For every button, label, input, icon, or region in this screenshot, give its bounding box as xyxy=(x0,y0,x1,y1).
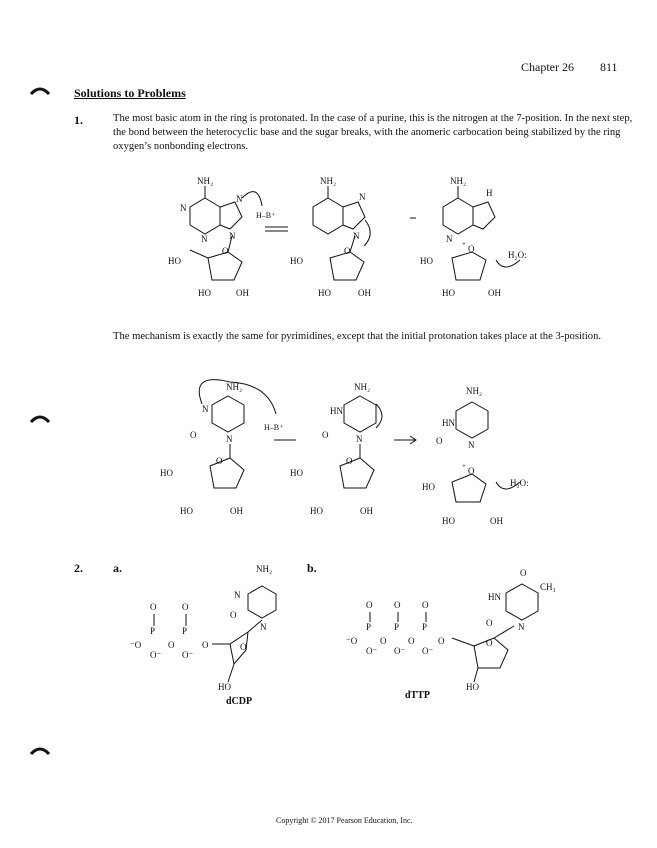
phosphate-oxyanion: O⁻ xyxy=(394,646,406,656)
ring-nitrogen: N xyxy=(260,622,267,632)
acid-label: H–B⁺ xyxy=(256,211,276,220)
hydroxyl-label: HO xyxy=(422,482,435,492)
acid-label: H–B⁺ xyxy=(264,423,284,432)
dcdp-label: dCDP xyxy=(226,696,253,707)
ring-nitrogen-h: HN xyxy=(488,592,501,602)
hydroxyl-label: OH xyxy=(360,506,373,516)
ring-oxygen: O xyxy=(344,246,351,256)
ring-oxygen: O xyxy=(468,466,475,476)
part-a-label: a. xyxy=(113,561,122,575)
phosphate-oxyanion: ⁻O xyxy=(130,640,142,650)
ring-nitrogen: N xyxy=(353,231,360,241)
ring-nitrogen: N xyxy=(356,434,363,444)
carbonyl-oxygen: O xyxy=(436,436,443,446)
phosphoryl-oxygen: O xyxy=(422,600,429,610)
phosphate-oxyanion: O⁻ xyxy=(150,650,162,660)
hydroxyl-label: HO xyxy=(420,256,433,266)
hydroxyl-label: OH xyxy=(230,506,243,516)
problem1-paragraph: The most basic atom in the ring is protonated. In the case of a purine, this is the nitrogen at the 7-position. In the next step, the bond between the heterocyclic base and the sugar breaks, with the anomeric carbocation being stabilized by the ring oxygen’s nonbonding electrons. xyxy=(113,113,633,152)
amine-label: NH₂ xyxy=(466,386,483,396)
bridging-oxygen: O xyxy=(168,640,175,650)
phosphorus: P xyxy=(422,622,428,632)
phosphoryl-oxygen: O xyxy=(150,602,157,612)
hydroxyl-label: HO xyxy=(290,256,303,266)
hydroxyl-label: OH xyxy=(490,516,503,526)
oxonium-charge: + xyxy=(462,240,466,248)
ring-nitrogen: N xyxy=(226,434,233,444)
ring-nitrogen: N xyxy=(518,622,525,632)
amine-label: NH₂ xyxy=(197,176,214,186)
ring-nitrogen: N xyxy=(201,234,208,244)
ring-nitrogen: N xyxy=(446,234,453,244)
hydroxyl-label: HO xyxy=(168,256,181,266)
ring-oxygen: O xyxy=(216,456,223,466)
hydroxyl-label: HO xyxy=(198,288,211,298)
hydroxyl-label: HO xyxy=(160,468,173,478)
amine-label: NH₂ xyxy=(354,382,371,392)
hydroxyl-label: OH xyxy=(236,288,249,298)
ring-nitrogen-protonated: HN xyxy=(442,418,455,428)
purine-mechanism-scheme xyxy=(150,170,570,310)
dcdp-structure xyxy=(130,558,310,708)
ring-oxygen: O xyxy=(240,642,247,652)
phosphate-oxyanion: O⁻ xyxy=(366,646,378,656)
binder-hole-mark xyxy=(30,746,50,756)
chapter-label: Chapter 26 xyxy=(521,60,574,74)
hydroxyl-label: HO xyxy=(290,468,303,478)
hydroxyl-label: OH xyxy=(488,288,501,298)
amine-label: NH₂ xyxy=(450,176,467,186)
dttp-label: dTTP xyxy=(405,690,431,701)
bridging-oxygen: O xyxy=(380,636,387,646)
phosphoryl-oxygen: O xyxy=(394,600,401,610)
pyrimidine-mechanism-scheme xyxy=(150,378,570,528)
ring-nitrogen: N xyxy=(202,404,209,414)
problem-number: 1. xyxy=(74,113,83,127)
amine-label: NH₂ xyxy=(256,564,273,574)
phosphorus: P xyxy=(182,626,188,636)
phosphorus: P xyxy=(366,622,372,632)
ring-nitrogen-protonated: HN xyxy=(330,406,343,416)
hydroxyl-label: HO xyxy=(318,288,331,298)
page-number: 811 xyxy=(600,60,618,74)
water-label: H₂O: xyxy=(510,478,529,488)
phosphoryl-oxygen: O xyxy=(366,600,373,610)
carbonyl-oxygen: O xyxy=(230,610,237,620)
hydroxyl-label: HO xyxy=(442,288,455,298)
phosphoryl-oxygen: O xyxy=(182,602,189,612)
phosphorus: P xyxy=(150,626,156,636)
ring-oxygen: O xyxy=(486,638,493,648)
section-title: Solutions to Problems xyxy=(74,86,186,100)
hydroxyl-label: OH xyxy=(358,288,371,298)
ring-oxygen: O xyxy=(222,246,229,256)
hydroxyl-label: HO xyxy=(442,516,455,526)
hydroxyl-label: HO xyxy=(466,682,479,692)
binder-hole-mark xyxy=(30,414,50,424)
ring-oxygen: O xyxy=(346,456,353,466)
carbonyl-oxygen: O xyxy=(520,568,527,578)
amine-label: NH₂ xyxy=(226,382,243,392)
oxonium-charge: + xyxy=(462,462,466,470)
ring-nitrogen: N xyxy=(359,192,366,202)
phosphate-oxyanion: O⁻ xyxy=(182,650,194,660)
part-b-label: b. xyxy=(307,561,317,575)
ester-oxygen: O xyxy=(438,636,445,646)
hydroxyl-label: HO xyxy=(218,682,231,692)
ring-nitrogen: N xyxy=(180,203,187,213)
dttp-structure xyxy=(344,564,574,714)
carbonyl-oxygen: O xyxy=(322,430,329,440)
phosphorus: P xyxy=(394,622,400,632)
phosphate-oxyanion: O⁻ xyxy=(422,646,434,656)
binder-hole-mark xyxy=(30,86,50,96)
problem1-paragraph-2: The mechanism is exactly the same for pyrimidines, except that the initial protonation takes place at the 3-position. xyxy=(113,331,602,342)
methyl-label: CH₃ xyxy=(540,582,556,592)
ring-nitrogen: N xyxy=(229,231,236,241)
ring-oxygen: O xyxy=(468,244,475,254)
ring-nitrogen: N xyxy=(468,440,475,450)
ring-nitrogen: N xyxy=(236,194,243,204)
hydroxyl-label: HO xyxy=(310,506,323,516)
copyright-footer: Copyright © 2017 Pearson Education, Inc. xyxy=(276,816,413,825)
ester-oxygen: O xyxy=(202,640,209,650)
problem-number: 2. xyxy=(74,561,83,575)
amine-label: NH₂ xyxy=(320,176,337,186)
bridging-oxygen: O xyxy=(408,636,415,646)
ring-hydrogen: H xyxy=(486,188,493,198)
water-label: H₂O: xyxy=(508,250,527,260)
carbonyl-oxygen: O xyxy=(486,618,493,628)
ring-nitrogen: N xyxy=(234,590,241,600)
hydroxyl-label: HO xyxy=(180,506,193,516)
carbonyl-oxygen: O xyxy=(190,430,197,440)
phosphate-oxyanion: ⁻O xyxy=(346,636,358,646)
